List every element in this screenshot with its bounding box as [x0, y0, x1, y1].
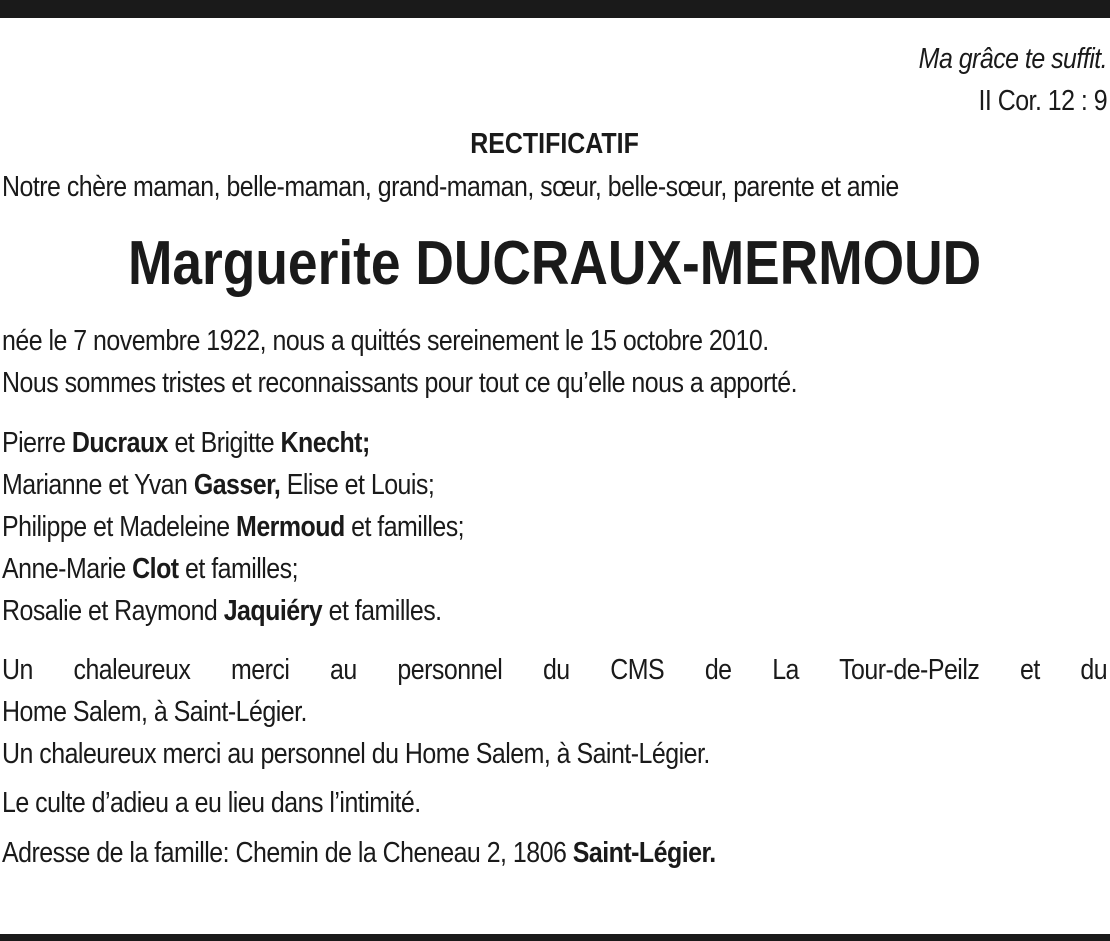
family-middle: Elise et Louis;: [280, 469, 435, 501]
family-middle: et Brigitte: [168, 427, 281, 459]
family-line: [2, 464, 1107, 506]
notice-heading: RECTIFICATIF: [470, 128, 639, 160]
family-line: [2, 590, 1107, 632]
thanks-line: Home Salem, à Saint-Légier.: [2, 696, 307, 728]
family-surname: Mermoud: [236, 511, 345, 543]
epigraph-quote: Ma grâce te suffit.: [918, 43, 1108, 75]
family-surname: Gasser,: [193, 469, 281, 501]
family-surname: Ducraux: [71, 427, 169, 459]
service-line: Le culte d’adieu a eu lieu dans l’intimité.: [2, 787, 421, 819]
thanks-line: Un chaleureux merci au personnel du Home Salem, à Saint-Légier.: [2, 738, 710, 770]
family-prefix: Anne-Marie: [2, 553, 133, 585]
deceased-name: Marguerite DUCRAUX-MERMOUD: [127, 229, 982, 298]
bottom-rule: [0, 934, 1110, 941]
family-middle: et familles.: [322, 595, 442, 627]
family-prefix: Marianne et Yvan: [2, 469, 194, 501]
family-middle: et familles;: [178, 553, 299, 585]
family-line: [2, 506, 1107, 548]
gratitude-line: Nous sommes tristes et reconnaissants pour tout ce qu’elle nous a apporté.: [2, 367, 797, 399]
address-place: Saint-Légier.: [572, 837, 716, 869]
family-line: [2, 548, 1107, 590]
family-list: [2, 422, 1107, 632]
family-prefix: Philippe et Madeleine: [2, 511, 237, 543]
address-prefix: Adresse de la famille: Chemin de la Cheneau 2, 1806: [2, 837, 573, 869]
family-line: [2, 422, 1107, 464]
family-surname: Jaquiéry: [223, 595, 323, 627]
family-surname: Clot: [132, 553, 179, 585]
top-rule: [0, 0, 1110, 18]
family-prefix: Pierre: [2, 427, 72, 459]
thanks-section: [2, 649, 1107, 775]
epigraph-reference: II Cor. 12 : 9: [978, 85, 1108, 117]
intro-text: Notre chère maman, belle-maman, grand-maman, sœur, belle-sœur, parente et amie: [2, 171, 899, 203]
thanks-line: Un chaleureux merci au personnel du CMS de La Tour-de-Peilz et du: [2, 654, 1108, 686]
family-surname: Knecht;: [280, 427, 370, 459]
address-line: [2, 832, 1107, 874]
dates-line: née le 7 novembre 1922, nous a quittés sereinement le 15 octobre 2010.: [2, 325, 769, 357]
family-middle: et familles;: [344, 511, 465, 543]
notice-content: [2, 38, 1107, 874]
family-prefix: Rosalie et Raymond: [2, 595, 224, 627]
